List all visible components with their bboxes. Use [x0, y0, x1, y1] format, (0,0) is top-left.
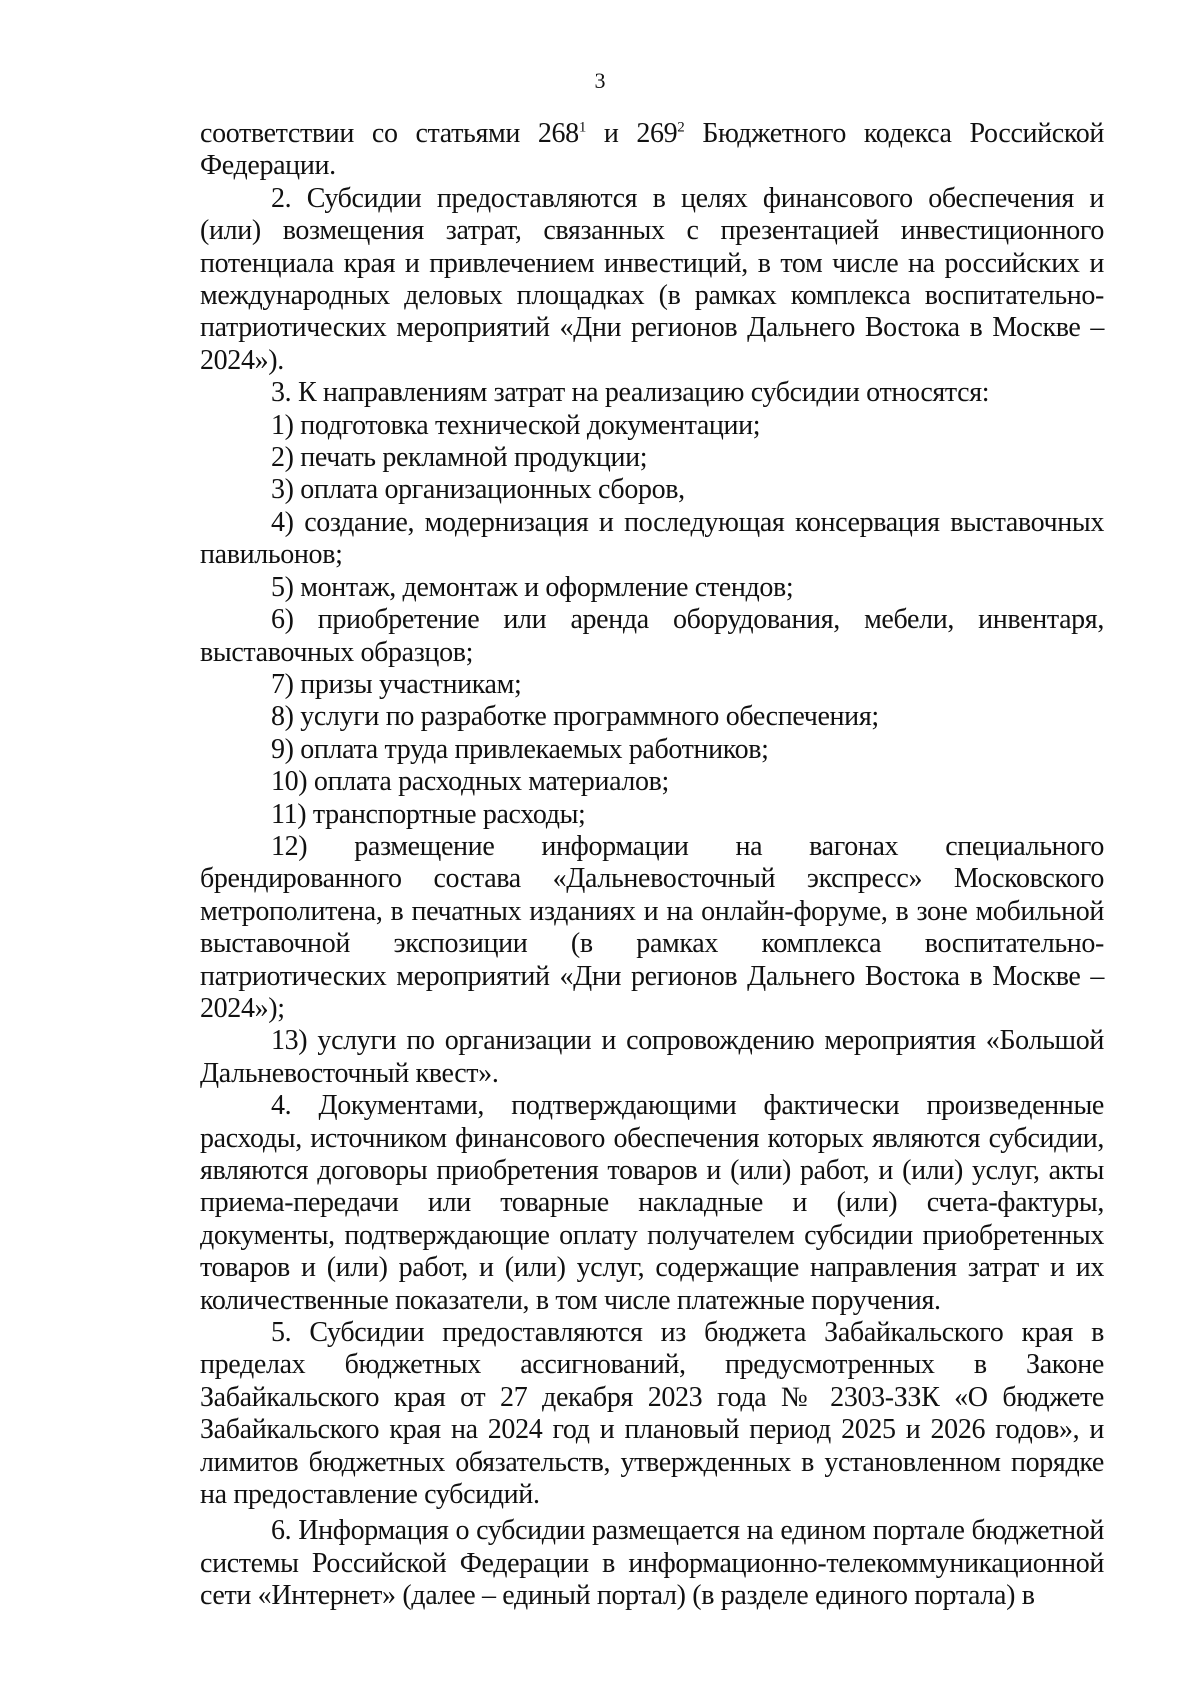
list-item: 3) оплата организационных сборов, [271, 474, 685, 506]
list-item: 5) монтаж, демонтаж и оформление стендов; [271, 571, 794, 603]
list-item: 1) подготовка технической документации; [271, 409, 761, 441]
opening-paragraph [200, 118, 1104, 183]
paragraph-4: 4. Документами, подтверждающими фактически произведенные расходы, источником финансового обеспечения которых являются субсидии, являются договоры приобретения товаров и (или) работ, и (или) услуг, акты приема-передачи или товарные накладные и (или) счета-фактуры, документы, подтверждающие оплату получателем субсидии приобретенных товаров и (или) работ, и (или) услуг, содержащие направления затрат и их количественные показатели, в том числе платежные поручения. [200, 1090, 1104, 1316]
list-item: 13) услуги по организации и сопровождению мероприятия «Большой Дальневосточный квест». [200, 1025, 1104, 1089]
paragraph-3: 3. К направлениям затрат на реализацию субсидии относятся: [271, 377, 990, 409]
paragraph-6: 6. Информация о субсидии размещается на едином портале бюджетной системы Российской Федерации в информационно-телекоммуникационной сети «Интернет» (далее – единый портал) (в разделе единого портала) в [200, 1515, 1104, 1612]
document-body [200, 118, 1104, 1613]
footnote-ref-1: 1 [578, 119, 586, 136]
list-item: 2) печать рекламной продукции; [271, 442, 648, 474]
list-item: 6) приобретение или аренда оборудования, мебели, инвентаря, выставочных образцов; [200, 604, 1104, 668]
page-number: 3 [594, 68, 606, 93]
list-item: 12) размещение информации на вагонах специального брендированного состава «Дальневосточный экспресс» Московского метрополитена, в печатных изданиях и на онлайн-форуме, в зоне мобильной выставочной экспозиции (в рамках комплекса воспитательно-патриотических мероприятий «Дни регионов Дальнего Востока в Москве – 2024»); [200, 830, 1104, 1024]
list-item: 11) транспортные расходы; [271, 798, 586, 830]
list-item: 8) услуги по разработке программного обеспечения; [271, 701, 879, 733]
opening-text-middle: и 269 [585, 118, 678, 149]
list-item: 9) оплата труда привлекаемых работников; [271, 733, 769, 765]
list-item: 7) призы участникам; [271, 668, 522, 700]
opening-text: соответствии со статьями 268 [200, 118, 579, 149]
paragraph-2: 2. Субсидии предоставляются в целях финансового обеспечения и (или) возмещения затрат, связанных с презентацией инвестиционного потенциала края и привлечением инвестиций, в том числе на российских и международных деловых площадках (в рамках комплекса воспитательно-патриотических мероприятий «Дни регионов Дальнего Востока в Москве – 2024»). [200, 182, 1104, 376]
opening-text-end: Бюджетного кодекса Российской Федерации. [200, 118, 1104, 182]
paragraph-5: 5. Субсидии предоставляются из бюджета Забайкальского края в пределах бюджетных ассигнований, предусмотренных в Законе Забайкальского края от 27 декабря 2023 года № 2303-ЗЗК «О бюджете Забайкальского края на 2024 год и плановый период 2025 и 2026 годов», и лимитов бюджетных обязательств, утвержденных в установленном порядке на предоставление субсидий. [200, 1317, 1104, 1511]
list-item: 10) оплата расходных материалов; [271, 766, 669, 798]
list-item: 4) создание, модернизация и последующая консервация выставочных павильонов; [200, 506, 1104, 571]
footnote-ref-2: 2 [677, 119, 685, 136]
